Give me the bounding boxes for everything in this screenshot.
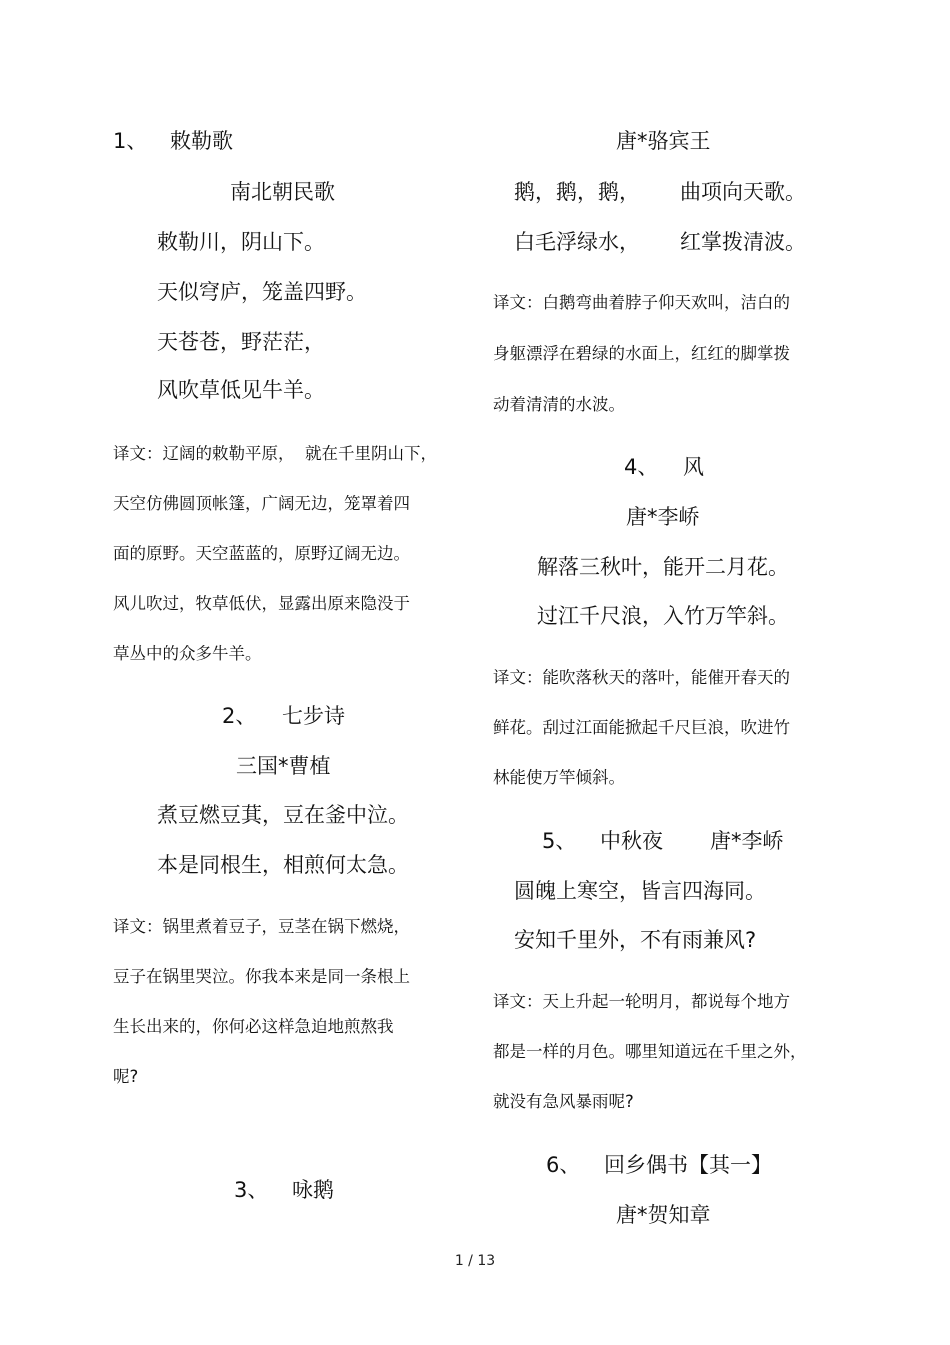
poem5-number: 5、 <box>542 829 577 853</box>
poem1-author: 南北朝民歌 <box>230 180 335 204</box>
poem1-line: 风吹草低见牛羊。 <box>157 378 325 402</box>
poem1-title: 敕勒歌 <box>170 129 233 153</box>
poem1-line: 天似穹庐，笼盖四野。 <box>157 280 367 304</box>
poem5-translation-line: 就没有急风暴雨呢? <box>493 1092 634 1111</box>
poem3-number: 3、 <box>234 1178 269 1202</box>
poem3-title: 咏鹅 <box>292 1178 334 1202</box>
poem3-translation-line: 身躯漂浮在碧绿的水面上，红红的脚掌拨 <box>493 344 790 363</box>
poem2-translation-line: 呢? <box>113 1067 139 1086</box>
poem2-line: 煮豆燃豆萁，豆在釜中泣。 <box>157 803 409 827</box>
poem1-translation-line: 面的原野。天空蓝蓝的，原野辽阔无边。 <box>113 544 410 563</box>
poem1-line: 天苍苍，野茫茫， <box>157 330 325 354</box>
poem5-line: 安知千里外，不有雨兼风? <box>514 928 757 952</box>
poem3-line: 白毛浮绿水， 红掌拨清波。 <box>514 230 807 254</box>
poem1-number: 1、 <box>113 129 148 153</box>
poem3-translation-line: 译文：白鹅弯曲着脖子仰天欢叫，洁白的 <box>493 293 790 312</box>
poem4-translation-line: 鲜花。刮过江面能掀起千尺巨浪，吹进竹 <box>493 718 790 737</box>
poem1-translation-line: 风儿吹过，牧草低伏，显露出原来隐没于 <box>113 594 410 613</box>
poem1-translation-line: 译文：辽阔的敕勒平原， 就在千里阴山下， <box>113 444 437 463</box>
poem5-line: 圆魄上寒空，皆言四海同。 <box>514 879 766 903</box>
poem4-author: 唐*李峤 <box>626 505 700 529</box>
poem2-title: 七步诗 <box>282 704 345 728</box>
poem4-translation-line: 林能使万竿倾斜。 <box>493 768 625 787</box>
page-number: 1 / 13 <box>454 1253 496 1269</box>
poem2-author: 三国*曹植 <box>236 754 331 778</box>
poem1-translation-line: 天空仿佛圆顶帐篷，广阔无边，笼罩着四 <box>113 494 410 513</box>
poem3-line: 鹅，鹅，鹅， 曲项向天歌。 <box>514 180 807 204</box>
poem2-translation-line: 生长出来的，你何必这样急迫地煎熬我 <box>113 1017 394 1036</box>
poem6-number: 6、 <box>546 1153 581 1177</box>
poem4-line: 解落三秋叶，能开二月花。 <box>537 555 789 579</box>
poem4-line: 过江千尺浪，入竹万竿斜。 <box>537 604 789 628</box>
poem3-translation-line: 动着清清的水波。 <box>493 395 625 414</box>
poem6-author: 唐*贺知章 <box>616 1203 711 1227</box>
poem5-translation-line: 都是一样的月色。哪里知道远在千里之外， <box>493 1042 807 1061</box>
poem2-line: 本是同根生，相煎何太急。 <box>157 853 409 877</box>
poem4-number: 4、 <box>624 455 659 479</box>
poem5-title: 中秋夜 <box>600 829 663 853</box>
poem1-line: 敕勒川，阴山下。 <box>157 230 325 254</box>
poem2-translation-line: 译文：锅里煮着豆子，豆茎在锅下燃烧， <box>113 917 410 936</box>
poem6-title: 回乡偶书【其一】 <box>604 1153 772 1177</box>
poem2-translation-line: 豆子在锅里哭泣。你我本来是同一条根上 <box>113 967 410 986</box>
poem2-number: 2、 <box>222 704 257 728</box>
poem5-translation-line: 译文：天上升起一轮明月，都说每个地方 <box>493 992 790 1011</box>
poem3-author: 唐*骆宾王 <box>616 129 711 153</box>
poem4-translation-line: 译文：能吹落秋天的落叶，能催开春天的 <box>493 668 790 687</box>
poem1-translation-line: 草丛中的众多牛羊。 <box>113 644 262 663</box>
poem5-author: 唐*李峤 <box>710 829 784 853</box>
poem4-title: 风 <box>683 455 704 479</box>
